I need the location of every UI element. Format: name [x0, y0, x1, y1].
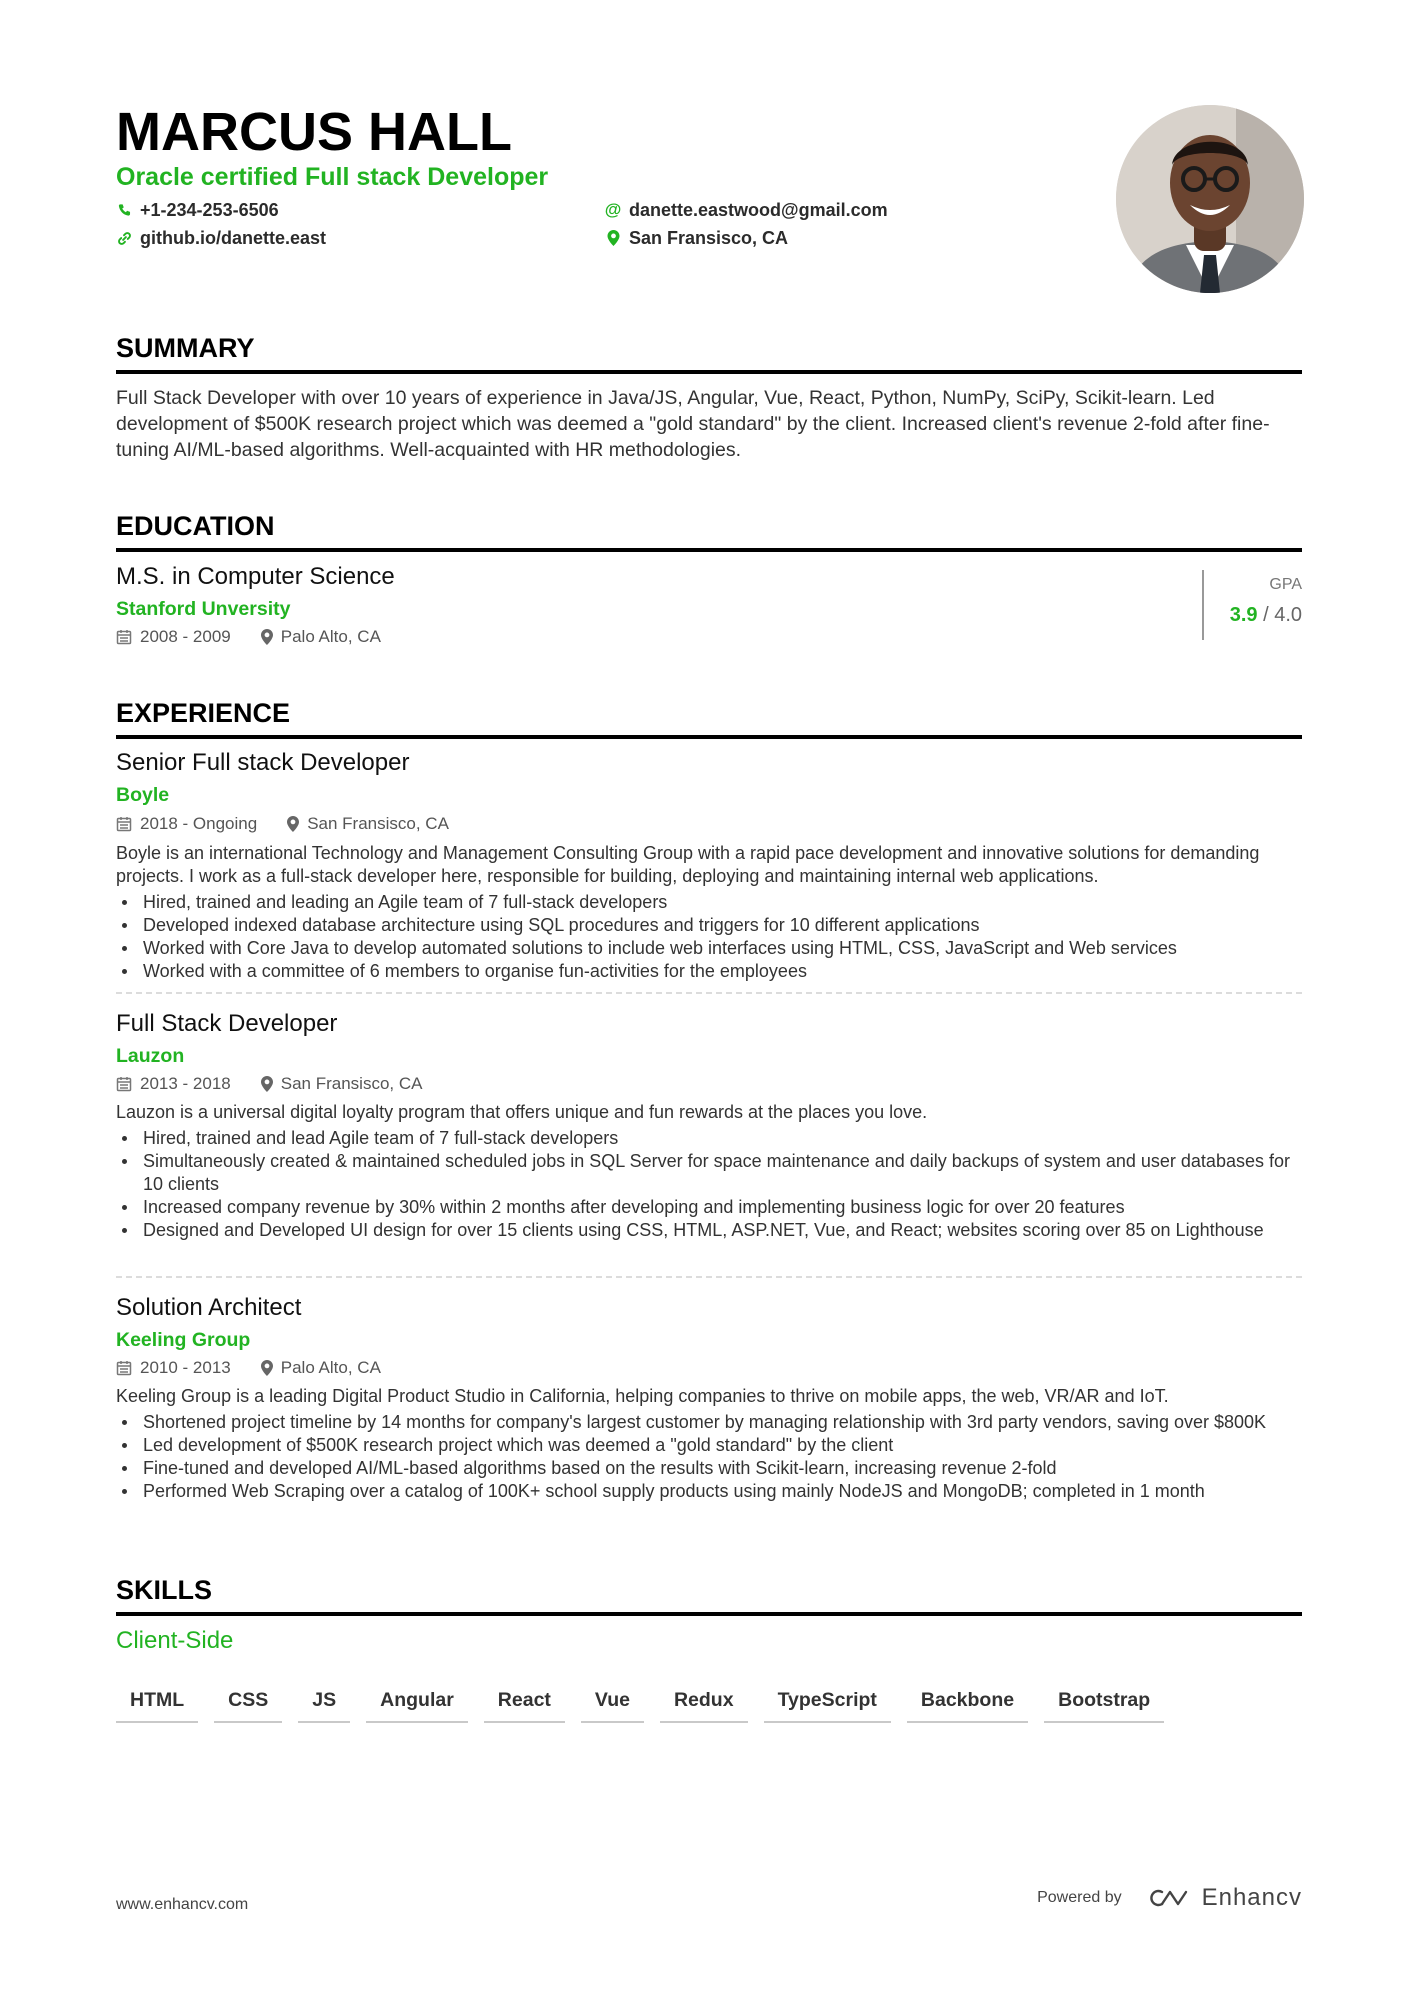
job-dates: 2010 - 2013 [140, 1358, 231, 1377]
footer-website[interactable]: www.enhancv.com [116, 1896, 249, 1913]
enhancv-logo-icon [1148, 1887, 1192, 1909]
location-text: San Fransisco, CA [629, 227, 789, 248]
job-bullets [116, 1411, 1302, 1503]
profile-photo [1116, 105, 1304, 293]
job-bullet: Simultaneously created & maintained scheduled jobs in SQL Server for space maintenance and daily backups of system and user databases for 10 clients [116, 1150, 1302, 1196]
map-pin-icon [287, 816, 299, 832]
skill-tag: Redux [660, 1685, 748, 1723]
education-location: Palo Alto, CA [280, 627, 381, 646]
calendar-icon [116, 816, 132, 832]
skill-tag: Bootstrap [1044, 1685, 1164, 1723]
job-company: Keeling Group [116, 1329, 251, 1351]
candidate-name: MARCUS HALL [116, 102, 512, 162]
job-description: Boyle is an international Technology and Management Consulting Group with a rapid pace development and innovative solutions for demanding projects. I work as a full-stack developer here, responsible for building, deploying and maintaining internal web applications. [116, 843, 1260, 886]
map-pin-icon [605, 230, 621, 246]
contact-info [116, 198, 1016, 258]
skill-tag: Backbone [907, 1685, 1028, 1723]
email-text: danette.eastwood@gmail.com [629, 199, 888, 220]
job-divider [116, 992, 1302, 994]
job-meta [116, 813, 449, 835]
skill-tag: HTML [116, 1685, 198, 1723]
contact-website[interactable] [116, 226, 326, 250]
skill-category: Client-Side [116, 1627, 234, 1654]
map-pin-icon [261, 1076, 273, 1092]
job-bullet: Fine-tuned and developed AI/ML-based algorithms based on the results with Scikit-learn, increasing revenue 2-fold [116, 1457, 1302, 1480]
calendar-icon [116, 1076, 132, 1092]
brand-name: Enhancv [1201, 1884, 1302, 1911]
phone-icon [116, 202, 132, 218]
job-bullet: Led development of $500K research project which was deemed a "gold standard" by the client [116, 1434, 1302, 1457]
job-bullet: Designed and Developed UI design for over 15 clients using CSS, HTML, ASP.NET, Vue, and React; websites scoring over 85 on Lighthouse [116, 1219, 1302, 1242]
contact-location [605, 226, 788, 250]
job-bullet: Hired, trained and leading an Agile team of 7 full-stack developers [116, 891, 1302, 914]
job-bullet: Hired, trained and lead Agile team of 7 full-stack developers [116, 1127, 1302, 1150]
candidate-headline: Oracle certified Full stack Developer [116, 163, 549, 191]
resume-page [116, 0, 1302, 1995]
brand-logo[interactable] [1148, 1884, 1302, 1912]
phone-text: +1-234-253-6506 [140, 199, 279, 220]
calendar-icon [116, 629, 132, 645]
job-meta [116, 1357, 381, 1379]
job-title: Solution Architect [116, 1294, 302, 1321]
skill-tag: Angular [366, 1685, 468, 1723]
gpa-value [1230, 604, 1302, 627]
summary-heading: SUMMARY [116, 332, 1302, 374]
job-dates: 2013 - 2018 [140, 1074, 231, 1093]
skill-tag: React [484, 1685, 565, 1723]
job-description: Lauzon is a universal digital loyalty program that offers unique and fun rewards at the places you love. [116, 1102, 928, 1122]
job-bullets [116, 891, 1302, 983]
skill-tags [116, 1685, 1180, 1723]
job-bullet: Developed indexed database architecture using SQL procedures and triggers for 10 different applications [116, 914, 1302, 937]
experience-heading: EXPERIENCE [116, 697, 1302, 739]
contact-email[interactable] [605, 198, 888, 222]
skill-tag: CSS [214, 1685, 282, 1723]
powered-by-text: Powered by [1037, 1889, 1122, 1906]
summary-text: Full Stack Developer with over 10 years of experience in Java/JS, Angular, Vue, React, Python, NumPy, SciPy, Scikit-learn. Led development of $500K research project which was deemed a "gold standard" by the client. Increased client's revenue 2-fold after fine-tuning AI/ML-based algorithms. Well-acquainted with HR methodologies. [116, 387, 1270, 461]
footer-branding [1037, 1884, 1302, 1912]
gpa-label: GPA [1269, 576, 1302, 593]
education-heading: EDUCATION [116, 510, 1302, 552]
job-dates: 2018 - Ongoing [140, 814, 258, 833]
job-bullet: Shortened project timeline by 14 months for company's largest customer by managing relationship with 3rd party vendors, saving over $800K [116, 1411, 1302, 1434]
skills-heading: SKILLS [116, 1574, 1302, 1616]
website-text: github.io/danette.east [140, 227, 327, 248]
education-degree: M.S. in Computer Science [116, 563, 395, 590]
gpa-max: / 4.0 [1263, 604, 1302, 626]
job-bullet: Increased company revenue by 30% within 2 months after developing and implementing business logic for over 20 features [116, 1196, 1302, 1219]
link-icon [116, 230, 132, 246]
job-bullets [116, 1127, 1302, 1242]
job-description: Keeling Group is a leading Digital Product Studio in California, helping companies to thrive on mobile apps, the web, VR/AR and IoT. [116, 1386, 1169, 1406]
job-title: Full Stack Developer [116, 1010, 338, 1037]
skill-tag: Vue [581, 1685, 644, 1723]
contact-phone[interactable] [116, 198, 279, 222]
job-company: Boyle [116, 784, 170, 806]
gpa-score: 3.9 [1229, 604, 1258, 626]
job-location: Palo Alto, CA [280, 1358, 381, 1377]
education-school: Stanford Unversity [116, 598, 291, 620]
job-bullet: Worked with a committee of 6 members to organise fun-activities for the employees [116, 960, 1302, 983]
at-sign-icon: @ [604, 200, 622, 219]
job-bullet: Performed Web Scraping over a catalog of 100K+ school supply products using mainly NodeJS and MongoDB; completed in 1 month [116, 1480, 1302, 1503]
job-bullet: Worked with Core Java to develop automated solutions to include web interfaces using HTML, CSS, JavaScript and Web services [116, 937, 1302, 960]
job-meta [116, 1073, 422, 1095]
job-location: San Fransisco, CA [307, 814, 449, 833]
education-dates: 2008 - 2009 [140, 627, 231, 646]
map-pin-icon [261, 1360, 273, 1376]
job-title: Senior Full stack Developer [116, 749, 410, 776]
education-meta [116, 626, 381, 648]
job-divider [116, 1276, 1302, 1278]
map-pin-icon [261, 629, 273, 645]
gpa-box [1202, 570, 1302, 640]
skill-tag: TypeScript [764, 1685, 891, 1723]
job-location: San Fransisco, CA [280, 1074, 423, 1093]
job-company: Lauzon [116, 1045, 185, 1067]
calendar-icon [116, 1360, 132, 1376]
skill-tag: JS [298, 1685, 350, 1723]
